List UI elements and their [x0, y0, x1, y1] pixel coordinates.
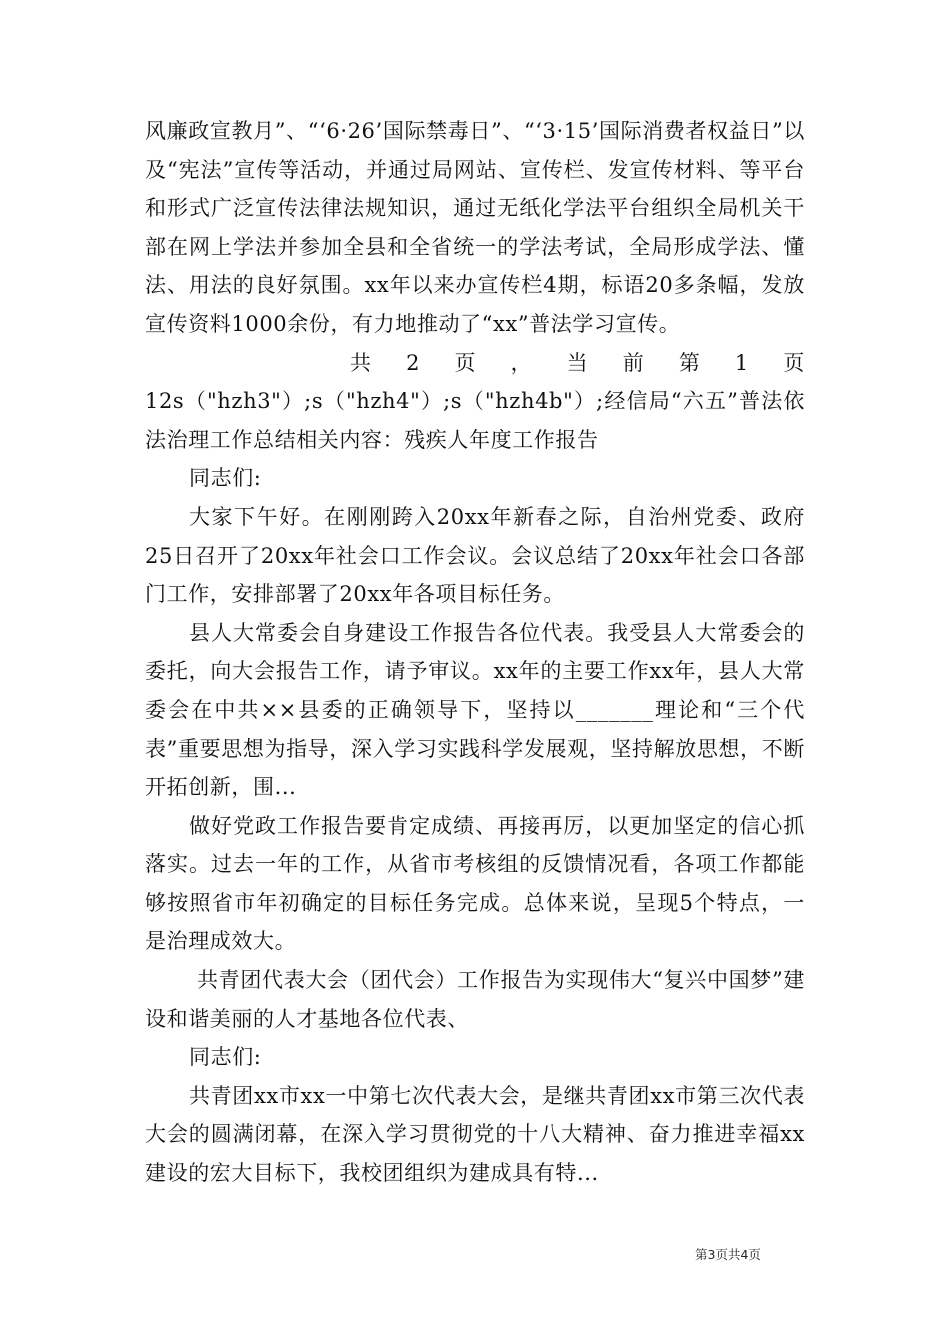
paragraph: 共青团xx市xx一中第七次代表大会，是继共青团xx市第三次代表大会的圆满闭幕，在深入学习贯彻党的十八大精神、奋力推进幸福xx建设的宏大目标下，我校团组织为建成具有特...	[145, 1083, 805, 1186]
pager-token: 第	[678, 350, 701, 375]
paragraph: 县人大常委会自身建设工作报告各位代表。我受县人大常委会的委托，向大会报告工作，请予审议。xx年的主要工作xx年，县人大常委会在中共××县委的正确领导下，坚持以_______理论和“三个代表”重要思想为指导，深入学习实践科学发展观，坚持解放思想，不断开拓创新，围...	[145, 620, 805, 800]
greeting: 同志们:	[189, 466, 262, 491]
paragraph: 做好党政工作报告要肯定成绩、再接再厉，以更加坚定的信心抓落实。过去一年的工作，从省市考核组的反馈情况看，各项工作都能够按照省市年初确定的目标任务完成。总体来说，呈现5个特点，一是治理成效大。	[145, 813, 805, 954]
pager-token: 共	[350, 350, 372, 375]
pager-token: 页	[783, 350, 805, 375]
pager-token: 页	[454, 350, 477, 375]
pager-token: 前	[622, 350, 645, 375]
pager-token: 1	[734, 350, 749, 375]
page-number-footer: 第3页共4页	[695, 1247, 761, 1262]
greeting: 同志们:	[189, 1045, 262, 1070]
pager-token: ，	[510, 350, 533, 375]
paragraph: 大家下午好。在刚刚跨入20xx年新春之际，自治州党委、政府25日召开了20xx年社会口工作会议。会议总结了20xx年社会口各部门工作，安排部署了20xx年各项目标任务。	[145, 504, 805, 607]
pager-token: 当	[566, 350, 589, 375]
pager-token: 2	[406, 350, 421, 375]
paragraph-intro: 风廉政宣教月”、“‘6·26’国际禁毒日”、“‘3·15’国际消费者权益日”以及“宪法”宣传等活动，并通过局网站、宣传栏、发宣传材料、等平台和形式广泛宣传法律法规知识，通过无纸化学法平台组织全局机关干部在网上学法并参加全县和全省统一的学法考试，全局形成学法、懂法、用法的良好氛围。xx年以来办宣传栏4期，标语20多条幅，发放宣传资料1000余份，有力地推动了“xx”普法学习宣传。	[145, 119, 805, 336]
paragraph: 共青团代表大会（团代会）工作报告为实现伟大“复兴中国梦”建设和谐美丽的人才基地各位代表、	[145, 968, 805, 1031]
document-body	[145, 112, 805, 1193]
inline-pager	[145, 344, 805, 383]
related-content-line: 12s（"hzh3"）;s（"hzh4"）;s（"hzh4b"）;经信局“六五”普法依法治理工作总结相关内容：残疾人年度工作报告	[145, 389, 805, 452]
